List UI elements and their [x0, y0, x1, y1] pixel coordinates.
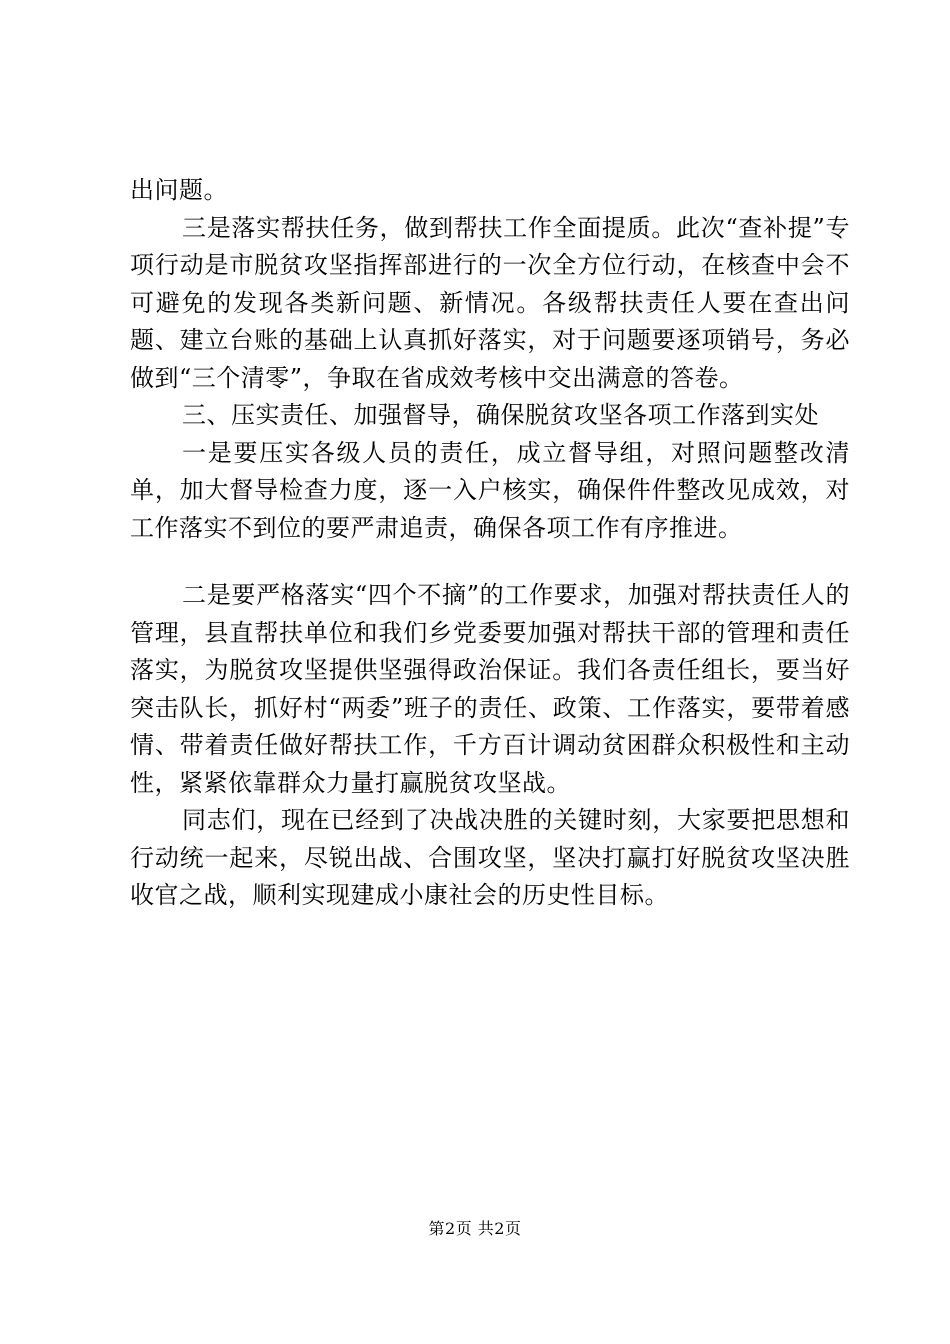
paragraph-four-not-remove: 二是要严格落实“四个不摘”的工作要求，加强对帮扶责任人的管理，县直帮扶单位和我们乡党委要加强对帮扶干部的管理和责任落实，为脱贫攻坚提供坚强得政治保证。我们各责任组长，要当好突击队长，抓好村“两委”班子的责任、政策、工作落实，要带着感情、带着责任做好帮扶工作，千方百计调动贫困群众积极性和主动性，紧紧依靠群众力量打赢脱贫攻坚战。 [130, 581, 850, 797]
paragraph-closing: 同志们，现在已经到了决战决胜的关键时刻，大家要把思想和行动统一起来，尽锐出战、合围攻坚，坚决打赢打好脱贫攻坚决胜收官之战，顺利实现建成小康社会的历史性目标。 [130, 806, 850, 909]
section-heading-three: 三、压实责任、加强督导，确保脱贫攻坚各项工作落到实处 [182, 401, 819, 429]
page-number-footer: 第2页 共2页 [428, 1219, 522, 1238]
paragraph-continuation: 出问题。 [130, 176, 228, 204]
paragraph-responsibility: 一是要压实各级人员的责任，成立督导组，对照问题整改清单，加大督导检查力度，逐一入户核实，确保件件整改见成效，对工作落实不到位的要严肃追责，确保各项工作有序推进。 [130, 438, 850, 542]
paragraph-assistance-tasks: 三是落实帮扶任务，做到帮扶工作全面提质。此次“查补提”专项行动是市脱贫攻坚指挥部进行的一次全方位行动，在核查中会不可避免的发现各类新问题、新情况。各级帮扶责任人要在查出问题、建立台账的基础上认真抓好落实，对于问题要逐项销号，务必做到“三个清零”，争取在省成效考核中交出满意的答卷。 [130, 213, 850, 392]
document-body [130, 172, 850, 915]
